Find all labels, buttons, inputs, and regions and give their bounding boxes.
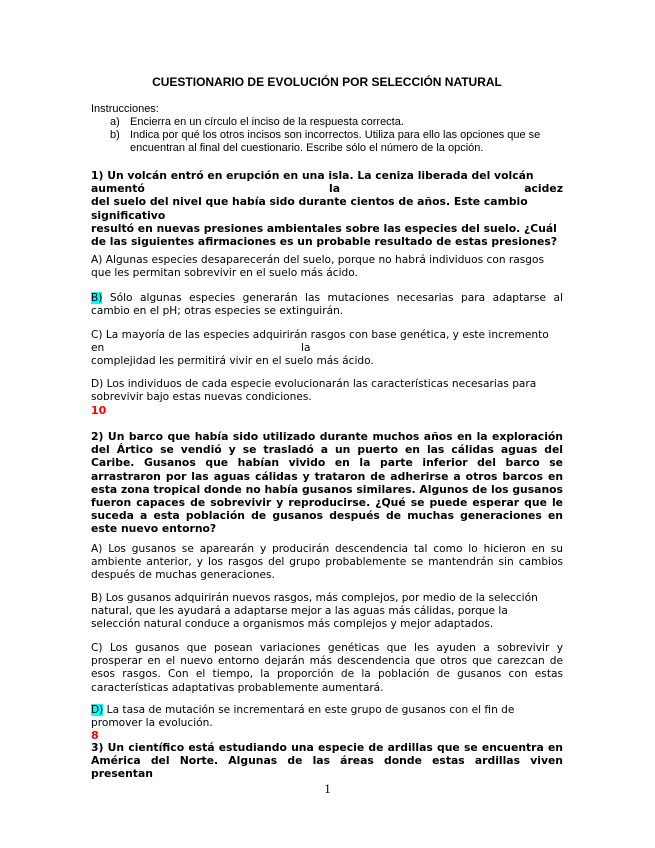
question-1-line-text: resultó en nuevas presiones ambientales sobre las especies del suelo. ¿Cuál de las siguientes afirmaciones es un probable resultado de estas presiones? <box>91 221 558 249</box>
question-1-word: acidez <box>524 182 563 196</box>
instruction-text: Encierra en un círculo el inciso de la respuesta correcta. <box>130 116 404 128</box>
option-c-line: complejidad les permitirá vivir en el suelo más ácido. <box>91 355 374 368</box>
option-b-line: B) Los gusanos adquirirán nuevos rasgos, más complejos, por medio de la selección <box>91 592 538 604</box>
question-1-word: aumentó <box>91 182 145 196</box>
question-1-option-c <box>91 329 563 369</box>
option-b-line: selección natural conduce a organismos más complejos y mejor adaptados. <box>91 618 494 631</box>
question-1-line <box>91 169 563 182</box>
option-c-line: C) La mayoría de las especies adquirirán rasgos con base genética, y este incremento <box>91 329 549 341</box>
question-1-stem <box>91 169 563 248</box>
instructions-heading: Instrucciones: <box>91 103 159 115</box>
question-1-option-b <box>91 292 563 318</box>
option-b-highlight: B) <box>91 292 103 304</box>
question-1-score: 10 <box>91 404 107 417</box>
question-1-line-text: 1) Un volcán entró en erupción en una isla. La ceniza liberada del volcán <box>91 169 534 182</box>
instructions-list <box>110 116 563 155</box>
instruction-label: a) <box>110 116 120 128</box>
question-2-option-b <box>91 592 563 632</box>
question-1-option-d: D) Los individuos de cada especie evolucionarán las características necesarias para sobrevivir bajo estas nuevas condiciones. <box>91 378 537 404</box>
document-title: CUESTIONARIO DE EVOLUCIÓN POR SELECCIÓN NATURAL <box>152 75 502 89</box>
option-c-word: la <box>301 342 311 355</box>
question-3-stem: 3) Un científico está estudiando una especie de ardillas que se encuentra en América del Norte. Algunas de las áreas donde estas ardillas viven presentan <box>91 741 563 781</box>
option-c-line-spread <box>91 342 563 355</box>
option-b-text: Sólo algunas especies generarán las mutaciones necesarias para adaptarse al cambio en el pH; otras especies se extinguirán. <box>91 292 563 318</box>
question-2-option-a: A) Los gusanos se aparearán y producirán descendencia tal como lo hicieron en su ambiente anterior, y los rasgos del grupo probablemente se mantendrán sin cambios después de muchas generaciones. <box>91 543 563 582</box>
instruction-item <box>110 116 563 129</box>
question-2-option-c: C) Los gusanos que posean variaciones genéticas que les ayuden a sobrevivir y prosperar en el nuevo entorno dejarán más descendencia que otros que carezcan de esos rasgos. Con el tiempo, la proporción de la población de gusanos con estas características adaptativas probablemente aumentará. <box>91 642 563 694</box>
instruction-label: b) <box>110 129 120 141</box>
question-2-option-d <box>91 704 563 730</box>
instruction-text: Indica por qué los otros incisos son incorrectos. Utiliza para ello las opciones que se encuentran al final del cuestionario. Escribe sólo el número de la opción. <box>130 129 541 154</box>
question-1-word: la <box>329 182 341 196</box>
option-b-line: natural, que les ayudará a adaptarse mejor a las aguas más cálidas, porque la <box>91 605 508 618</box>
option-c-word: en <box>91 342 105 355</box>
question-1-line-text: del suelo del nivel que había sido durante cientos de años. Este cambio significativo <box>91 195 528 222</box>
page-number: 1 <box>324 781 331 796</box>
question-2-score: 8 <box>91 729 99 742</box>
question-1-line-spread <box>91 182 563 195</box>
option-d-text: La tasa de mutación se incrementará en este grupo de gusanos con el fin de promover la evolución. <box>91 704 515 730</box>
option-d-highlight: D) <box>91 704 104 716</box>
question-2-stem: 2) Un barco que había sido utilizado durante muchos años en la exploración del Ártico se vendió y se trasladó a un puerto en las cálidas aguas del Caribe. Gusanos que habían vivido en la parte inferior del barco se arrastraron por las aguas cálidas y trataron de adherirse a otros barcos en esta zona tropical donde no había gusanos similares. Algunos de los gusanos fueron capaces de sobrevivir y reproducirse. ¿Qué se puede esperar que le suceda a esta población de gusanos después de muchas generaciones en este nuevo entorno? <box>91 430 563 536</box>
instruction-item <box>110 129 563 155</box>
question-1-option-a: A) Algunas especies desaparecerán del suelo, porque no habrá individuos con rasgos que les permitan sobrevivir en el suelo más ácido. <box>91 254 544 280</box>
